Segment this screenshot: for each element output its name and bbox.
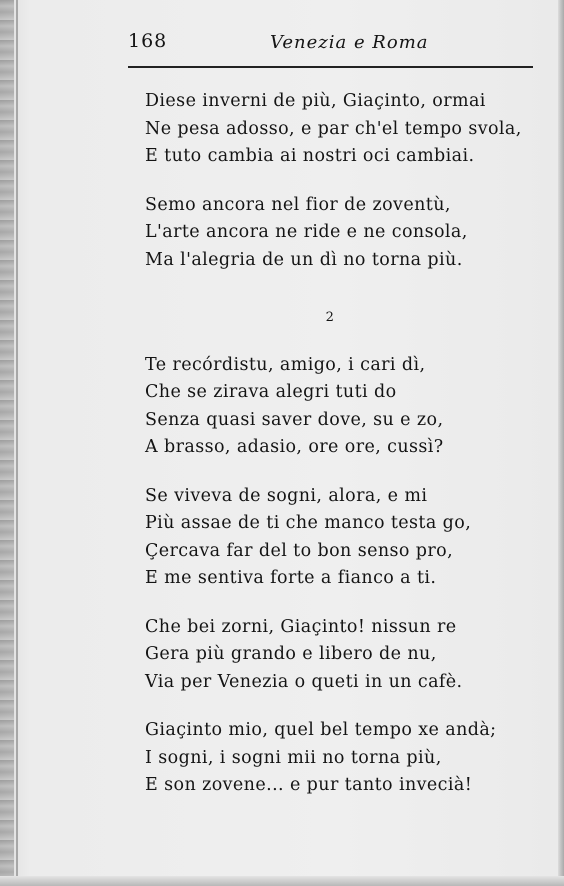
stanza-5 xyxy=(145,614,545,697)
stanza-1 xyxy=(145,88,545,171)
verse-line: Çercava far del to bon senso pro, xyxy=(145,540,454,561)
running-title: Venezia e Roma xyxy=(270,32,429,53)
verse-line: E son zovene... e pur tanto invecià! xyxy=(145,775,473,795)
verse-line: Ma l'alegria de un dì no torna più. xyxy=(145,249,463,270)
verse-line: Gera più grando e libero de nu, xyxy=(145,644,437,664)
verse-line: Più assae de ti che manco testa go, xyxy=(145,513,472,533)
stanza-4 xyxy=(145,483,545,593)
verse-line: E me sentiva forte a fianco a ti. xyxy=(145,568,437,588)
verse-line: Semo ancora nel fior de zoventù, xyxy=(145,194,451,215)
verse-line: E tuto cambia ai nostri oci cambiai. xyxy=(145,146,475,166)
verse-line: Che se zirava alegri tuti do xyxy=(145,382,397,402)
verse-line: I sogni, i sogni mii no torna più, xyxy=(145,747,442,768)
page-header xyxy=(128,26,533,60)
stanza-3 xyxy=(145,352,545,462)
page-edge-right xyxy=(558,0,564,886)
verse-line: L'arte ancora ne ride e ne consola, xyxy=(145,222,468,242)
verse-line: Se viveva de sogni, alora, e mi xyxy=(145,485,428,506)
book-spine-shadow xyxy=(0,0,14,886)
verse-line: Te recórdistu, amigo, i cari dì, xyxy=(145,354,426,375)
verse-line: Giaçinto mio, quel bel tempo xe andà; xyxy=(145,720,497,740)
verse-line: Ne pesa adosso, e par ch'el tempo svola, xyxy=(145,118,522,139)
page-edge-bottom xyxy=(0,876,564,886)
gutter-line xyxy=(16,0,18,886)
verse-line: Diese inverni de più, Giaçinto, ormai xyxy=(145,91,486,111)
page-number: 168 xyxy=(128,30,168,52)
verse-line: A brasso, adasio, ore ore, cussì? xyxy=(145,437,444,457)
stanza-2 xyxy=(145,192,545,275)
section-number: 2 xyxy=(325,310,335,325)
verse-line: Via per Venezia o queti in un cafè. xyxy=(145,671,463,692)
poem-body xyxy=(145,88,545,821)
header-rule xyxy=(128,66,533,68)
verse-line: Che bei zorni, Giaçinto! nissun re xyxy=(145,616,457,637)
stanza-6 xyxy=(145,717,545,800)
verse-line: Senza quasi saver dove, su e zo, xyxy=(145,409,444,430)
